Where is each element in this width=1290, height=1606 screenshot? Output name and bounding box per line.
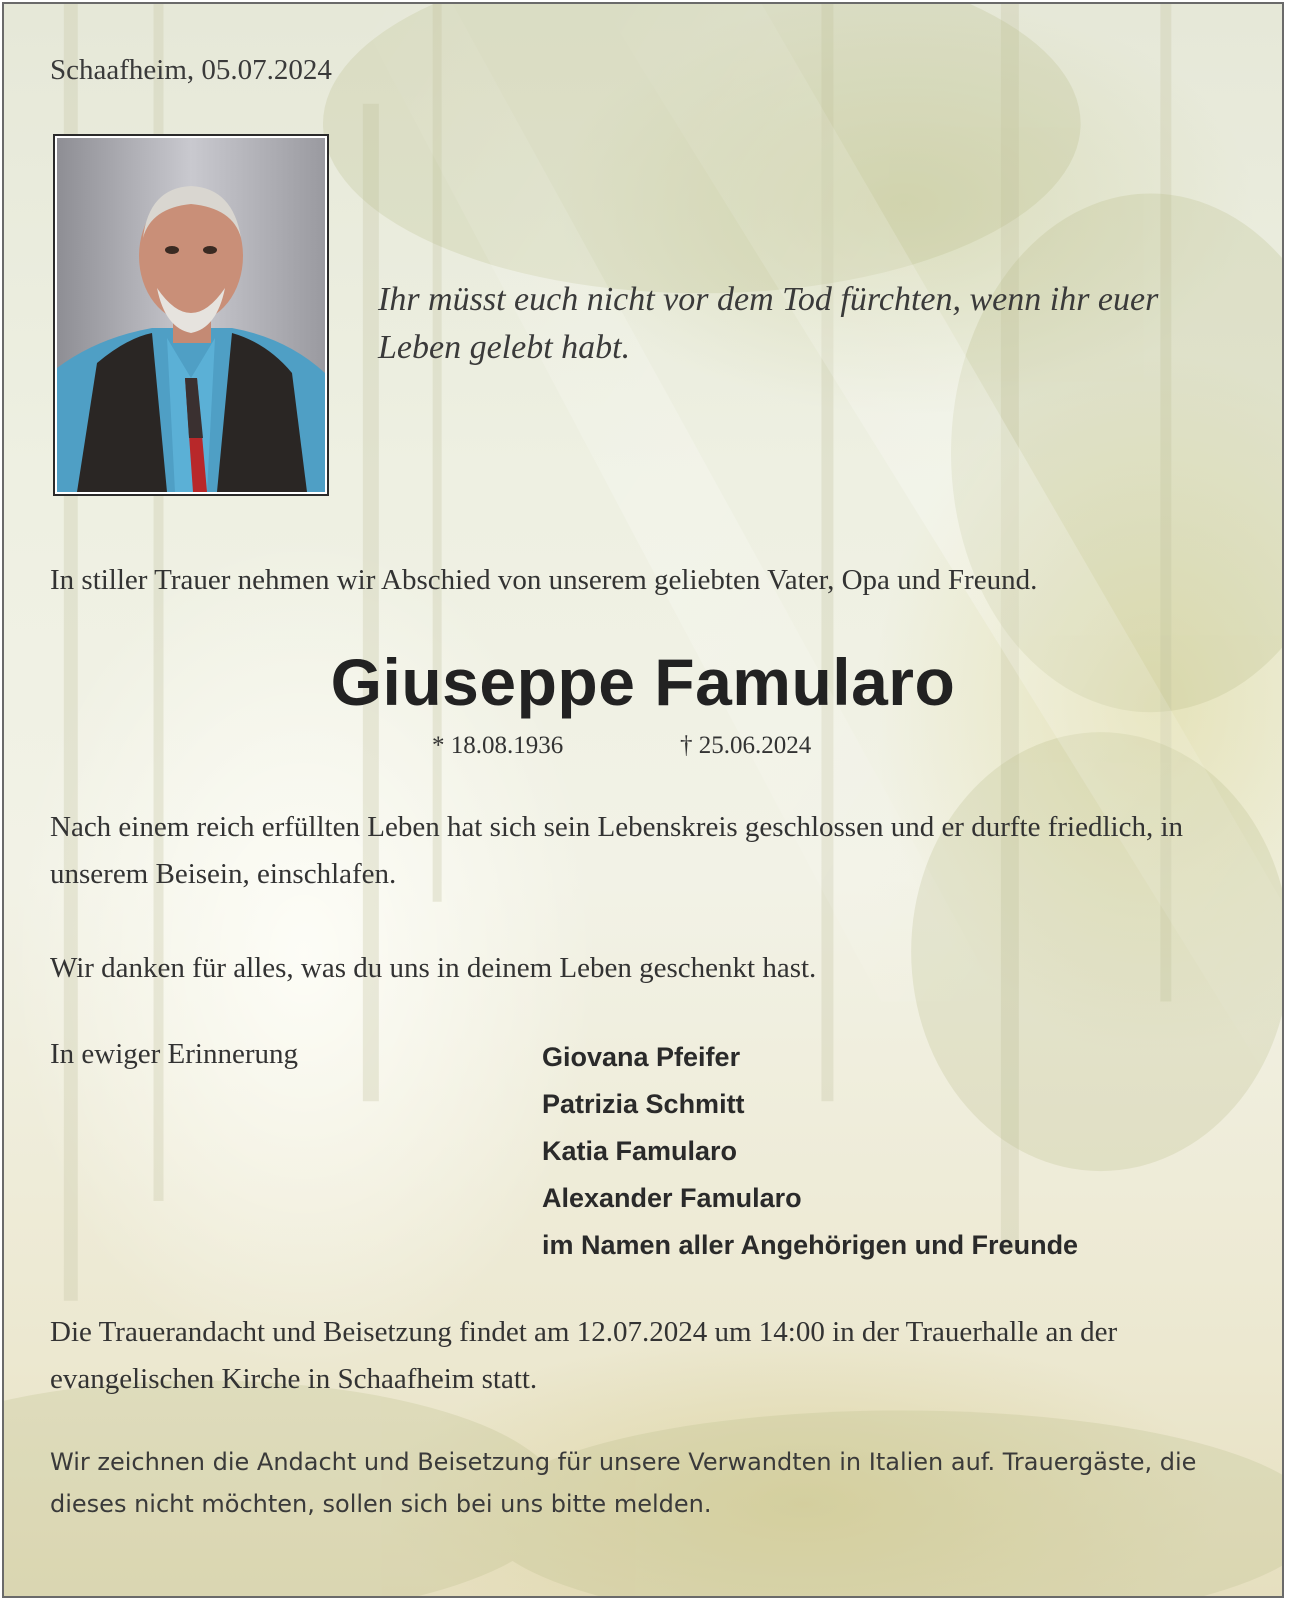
death-date: † 25.06.2024: [680, 732, 812, 759]
memory-label: In ewiger Erinnerung: [50, 1038, 299, 1070]
life-paragraph: Nach einem reich erfüllten Leben hat sich sein Lebenskreis geschlossen und er durfte friedlich, in unserem Beisein, einschlafen.: [50, 811, 1183, 890]
recording-note: Wir zeichnen die Andacht und Beisetzung für unsere Verwandten in Italien auf. Trauergäste, die dieses nicht möchten, sollen sich bei uns bitte melden.: [50, 1448, 1197, 1518]
obituary-card: [2, 2, 1284, 1598]
signer-name: Giovana Pfeifer: [542, 1042, 741, 1072]
signer-name: Katia Famularo: [542, 1136, 738, 1166]
portrait-photo: [53, 134, 329, 496]
portrait-image: [57, 138, 325, 492]
deceased-name: Giuseppe Famularo: [330, 645, 956, 719]
memorial-quote: Ihr müsst euch nicht vor dem Tod fürchten, wenn ihr euer Leben gelebt habt.: [378, 281, 1159, 366]
birth-date: * 18.08.1936: [432, 732, 564, 759]
ceremony-info: Die Trauerandacht und Beisetzung findet am 12.07.2024 um 14:00 in der Trauerhalle an der evangelischen Kirche in Schaafheim statt.: [50, 1316, 1118, 1395]
signer-name: Alexander Famularo: [542, 1183, 802, 1213]
signer-family-note: im Namen aller Angehörigen und Freunde: [542, 1230, 1079, 1260]
intro-text: In stiller Trauer nehmen wir Abschied von unserem geliebten Vater, Opa und Freund.: [50, 564, 1038, 596]
signer-name: Patrizia Schmitt: [542, 1089, 745, 1119]
signers-list: [542, 1034, 1078, 1269]
notice-date: Schaafheim, 05.07.2024: [50, 54, 332, 86]
thanks-paragraph: Wir danken für alles, was du uns in deinem Leben geschenkt hast.: [50, 952, 817, 984]
